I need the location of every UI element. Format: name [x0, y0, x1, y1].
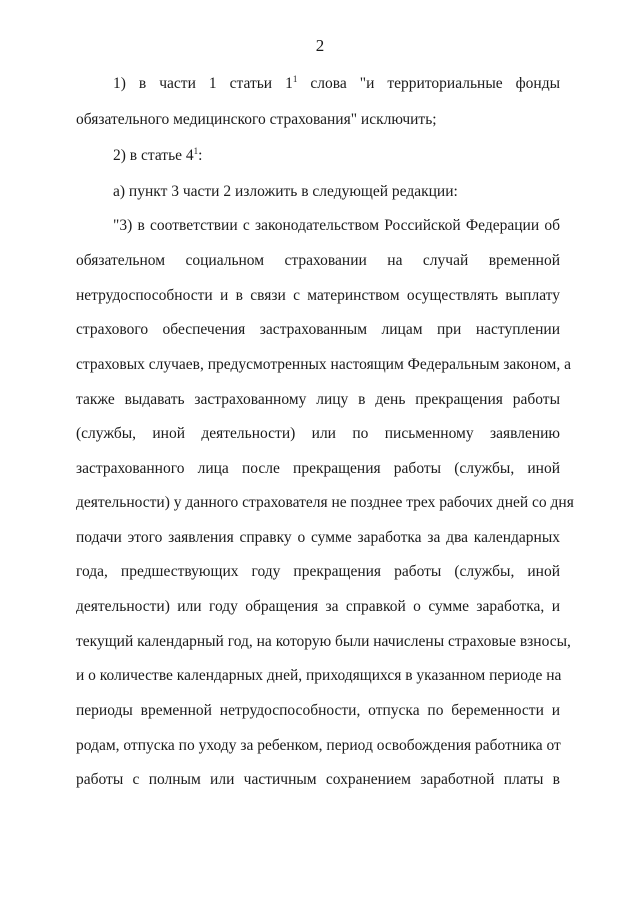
quote-line: страхового обеспечения застрахованным лицам при наступлении [76, 321, 560, 338]
quote-line: периоды временной нетрудоспособности, отпуска по беременности и [76, 702, 560, 719]
quote-line: обязательном социальном страховании на случай временной [76, 252, 560, 269]
quote-line: и о количестве календарных дней, приходящихся в указанном периоде на [76, 667, 562, 684]
item-1-superscript: 1 [292, 74, 298, 84]
quote-line: нетрудоспособности и в связи с материнством осуществлять выплату [76, 287, 560, 304]
quote-line: подачи этого заявления справку о сумме заработка за два календарных [76, 529, 560, 546]
quote-line: года, предшествующих году прекращения работы (службы, иной [76, 563, 560, 580]
item-2-superscript: 1 [193, 146, 199, 156]
quote-line: страховых случаев, предусмотренных настоящим Федеральным законом, а [76, 356, 571, 373]
quote-line: текущий календарный год, на которую были начислены страховые взносы, [76, 633, 571, 650]
quote-line: (службы, иной деятельности) или по письменному заявлению [76, 425, 560, 442]
item-2a-line: а) пункт 3 части 2 изложить в следующей редакции: [113, 183, 458, 200]
item-2-prefix: 2) в статье 4 [113, 147, 194, 164]
page-number: 2 [315, 36, 325, 55]
quote-line: работы с полным или частичным сохранением заработной платы в [76, 771, 560, 788]
item-1-line-2: обязательного медицинского страхования" исключить; [76, 111, 437, 128]
quote-line: деятельности) у данного страхователя не позднее трех рабочих дней со дня [76, 494, 574, 511]
quote-line: также выдавать застрахованному лицу в день прекращения работы [76, 391, 560, 408]
item-1-line-1 [113, 74, 560, 94]
item-1-suffix: слова "и территориальные фонды [297, 75, 561, 92]
quote-line: деятельности) или году обращения за справкой о сумме заработка, и [76, 598, 560, 615]
item-1-prefix: 1) в части 1 статьи 1 [113, 75, 293, 92]
quote-line: родам, отпуска по уходу за ребенком, период освобождения работника от [76, 737, 561, 754]
item-2-suffix: : [198, 147, 203, 164]
quote-line: застрахованного лица после прекращения работы (службы, иной [76, 460, 560, 477]
item-2-line [113, 146, 560, 166]
quote-line: "3) в соответствии с законодательством Российской Федерации об [113, 217, 560, 234]
